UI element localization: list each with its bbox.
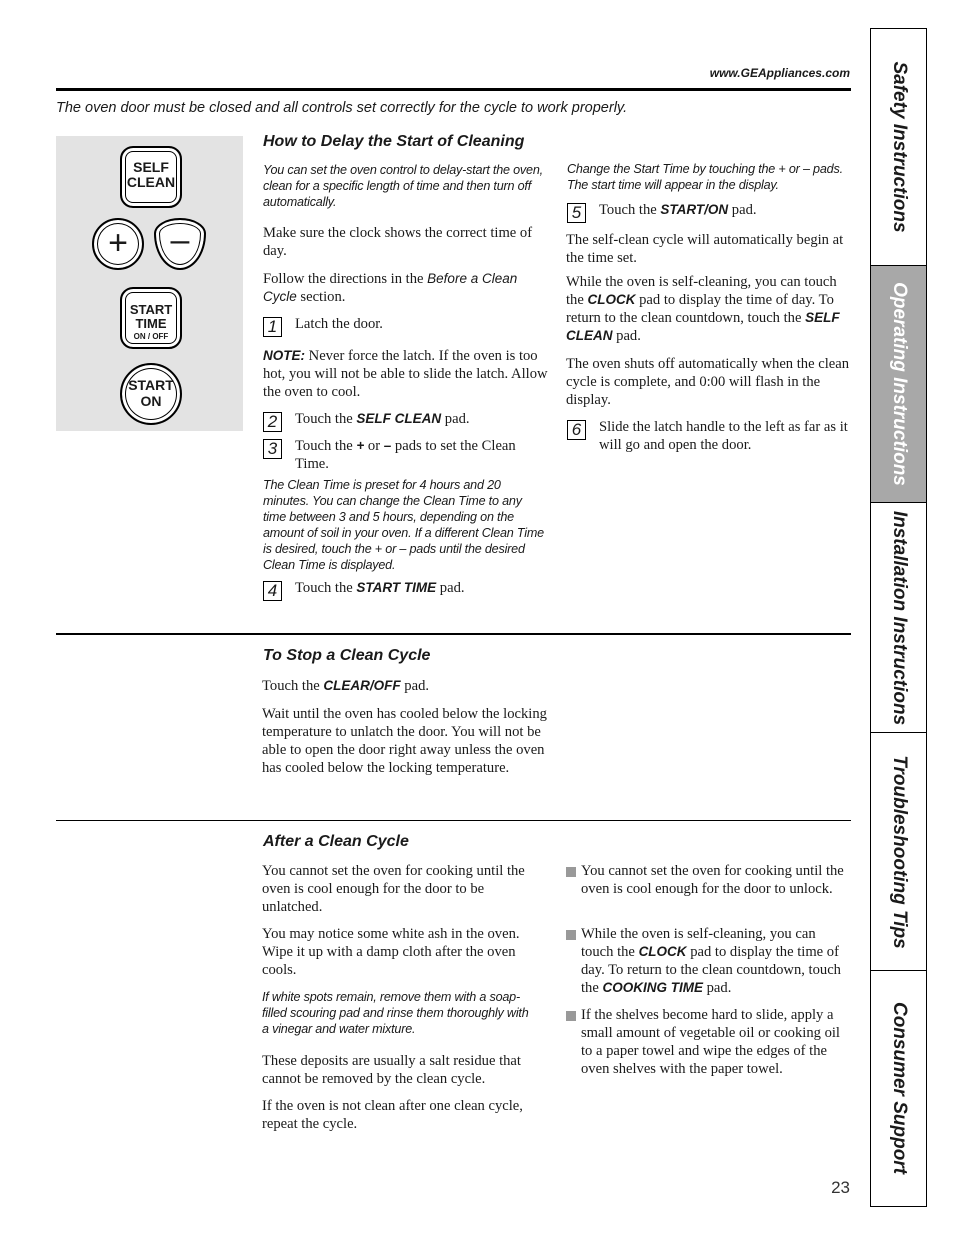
stop-wait-paragraph: Wait until the oven has cooled below the locking temperature to unlatch the door. You will not be able to open the door right away unless the oven has cooled below the locking temperature. [262, 706, 547, 776]
tab-consumer-support[interactable] [871, 971, 926, 1205]
clock-during-clean-paragraph [566, 273, 850, 345]
plus-keyword: + [356, 438, 365, 453]
step-5-number: 5 [567, 203, 586, 223]
self-clean-keyword: SELF CLEAN [356, 411, 442, 426]
delay-intro-note: You can set the oven control to delay-start the oven, clean for a specific length of time and then turn off automatically. [263, 163, 543, 209]
step-4-number: 4 [263, 581, 282, 601]
step-3-text [295, 437, 535, 473]
intro-text: The oven door must be closed and all controls set correctly for the cycle to work properly. [56, 100, 628, 116]
step-4 [263, 579, 548, 601]
before-clean-cycle-reference: Before a Clean Cycle [263, 271, 518, 304]
step-5-text [599, 201, 757, 219]
stop-touch-suffix: pad. [400, 678, 430, 694]
change-start-time-note: Change the Start Time by touching the + or – pads. The start time will appear in the display. [567, 162, 843, 192]
tab-troubleshooting-label: Troubleshooting Tips [888, 754, 910, 949]
after-paragraph-4: If the oven is not clean after one clean cycle, repeat the cycle. [262, 1098, 523, 1132]
start-on-keyword: START/ON [660, 202, 729, 217]
plus-pad [92, 218, 144, 270]
white-spots-note: If white spots remain, remove them with a soap-filled scouring pad and rinse them thoroughly with a vinegar and water mixture. [262, 990, 529, 1036]
start-time-keyword: START TIME [356, 580, 437, 595]
stop-touch-paragraph [262, 677, 547, 695]
start-on-pad-line2: ON [140, 393, 162, 409]
after-bullet-2 [566, 925, 850, 1000]
clean-time-preset-note: The Clean Time is preset for 4 hours and 20 minutes. You can change the Clean Time to any time between 3 and 5 hours, depending on the amount of soil in your oven. If a different Clean Time is desired, touch the + or – pads until the desired Clean Time is displayed. [263, 478, 544, 572]
minus-pad [154, 218, 206, 270]
after-paragraph-3: These deposits are usually a salt residue that cannot be removed by the clean cycle. [262, 1053, 521, 1087]
after-paragraph-1: You cannot set the oven for cooking until the oven is cool enough for the door to be unlatched. [262, 863, 525, 915]
step-6-text: Slide the latch handle to the left as far as it will go and open the door. [599, 419, 848, 453]
minus-symbol: – [170, 221, 190, 259]
delay-directions-paragraph [263, 270, 548, 306]
tab-operating-label: Operating Instructions [888, 282, 910, 486]
start-time-pad-line1: START [129, 302, 173, 317]
bullet-2-text-b: pad to display the time of day. To return to the clean countdown, touch the [581, 944, 841, 996]
minus-keyword: – [383, 438, 392, 453]
step-2 [263, 410, 548, 432]
step-6 [567, 418, 849, 458]
step-6-number: 6 [567, 420, 586, 440]
step-2-text [295, 410, 470, 428]
step-3-prefix: Touch the [295, 438, 357, 454]
delay-directions-suffix: section. [296, 289, 346, 305]
section-divider-1 [56, 633, 851, 635]
after-bullet-1 [566, 862, 850, 918]
delay-directions-text: Follow the directions in the [263, 271, 428, 287]
tab-installation-label: Installation Instructions [888, 510, 910, 725]
clock-keyword-2: CLOCK [638, 944, 687, 959]
step-4-prefix: Touch the [295, 580, 357, 596]
cooking-time-keyword: COOKING TIME [602, 980, 703, 995]
step-5-suffix: pad. [728, 202, 757, 218]
step-4-text [295, 579, 465, 597]
header-rule [56, 88, 851, 91]
self-clean-pad [120, 146, 182, 208]
control-pads-illustration [56, 136, 243, 431]
step-1-number: 1 [263, 317, 282, 337]
bullet-2-text-a: While the oven is self-cleaning, you can touch the [581, 926, 816, 960]
section-divider-2 [56, 820, 851, 821]
plus-symbol: + [108, 224, 128, 262]
note-label: NOTE: [263, 348, 305, 363]
step-2-prefix: Touch the [295, 411, 357, 427]
step-3-or: or [364, 438, 384, 454]
clear-off-keyword: CLEAR/OFF [323, 678, 401, 693]
step-1 [263, 315, 548, 337]
step-3 [263, 437, 548, 477]
step-4-suffix: pad. [436, 580, 465, 596]
after-heading: After a Clean Cycle [263, 833, 409, 850]
self-clean-pad-line2: CLEAN [126, 174, 176, 190]
delay-clock-paragraph: Make sure the clock shows the correct time of day. [263, 225, 533, 259]
start-on-pad [120, 363, 182, 425]
start-time-pad-line3: ON / OFF [133, 332, 169, 341]
tab-consumer-label: Consumer Support [888, 1001, 910, 1175]
tab-troubleshooting-tips[interactable] [871, 733, 926, 971]
clock-paragraph-text-a: While the oven is self-cleaning, you can touch the [566, 274, 837, 308]
tab-safety-label: Safety Instructions [888, 61, 910, 233]
after-paragraph-2: You may notice some white ash in the oven. Wipe it up with a damp cloth after the oven cools. [262, 926, 520, 978]
tab-installation-instructions[interactable] [871, 503, 926, 733]
step-3-suffix: pads to set the Clean Time. [295, 438, 516, 472]
stop-touch-prefix: Touch the [262, 678, 324, 694]
step-3-number: 3 [263, 439, 282, 459]
step-5 [567, 201, 849, 223]
latch-note [263, 347, 548, 401]
clock-keyword: CLOCK [587, 292, 636, 307]
after-bullet-2-text [581, 925, 850, 997]
website-url: www.GEAppliances.com [709, 66, 850, 80]
page-number: 23 [831, 1178, 850, 1197]
auto-begin-paragraph: The self-clean cycle will automatically begin at the time set. [566, 232, 844, 266]
after-bullet-3 [566, 1006, 850, 1101]
section-tabs [870, 28, 927, 1207]
bullet-square-icon [566, 1011, 576, 1021]
self-clean-pad-line1: SELF [133, 159, 169, 175]
bullet-square-icon [566, 930, 576, 940]
after-bullet-3-text: If the shelves become hard to slide, apply a small amount of vegetable oil or cooking oil to a paper towel and wipe the edges of the oven shelves with the paper towel. [581, 1007, 840, 1077]
tab-safety-instructions[interactable] [871, 29, 926, 266]
start-time-pad-line2: TIME [135, 316, 167, 331]
bullet-square-icon [566, 867, 576, 877]
note-text: Never force the latch. If the oven is too hot, you will not be able to slide the latch. Allow the oven to cool. [263, 348, 548, 400]
start-time-pad [120, 287, 182, 349]
step-5-prefix: Touch the [599, 202, 661, 218]
clock-paragraph-text-b: pad to display the time of day. To return to the clean countdown, touch the [566, 292, 834, 326]
step-2-number: 2 [263, 412, 282, 432]
stop-heading: To Stop a Clean Cycle [263, 647, 431, 664]
clock-paragraph-text-c: pad. [612, 328, 641, 344]
tab-operating-instructions[interactable] [871, 266, 926, 503]
self-clean-keyword-2: SELF CLEAN [566, 310, 840, 343]
step-2-suffix: pad. [441, 411, 470, 427]
start-on-pad-line1: START [128, 377, 174, 393]
after-bullet-1-text: You cannot set the oven for cooking until the oven is cool enough for the door to unlock. [581, 863, 844, 897]
delay-heading: How to Delay the Start of Cleaning [263, 133, 525, 150]
bullet-2-text-c: pad. [702, 980, 732, 996]
auto-shutoff-paragraph: The oven shuts off automatically when the clean cycle is complete, and 0:00 will flash in the display. [566, 356, 850, 408]
step-1-text: Latch the door. [295, 316, 383, 332]
